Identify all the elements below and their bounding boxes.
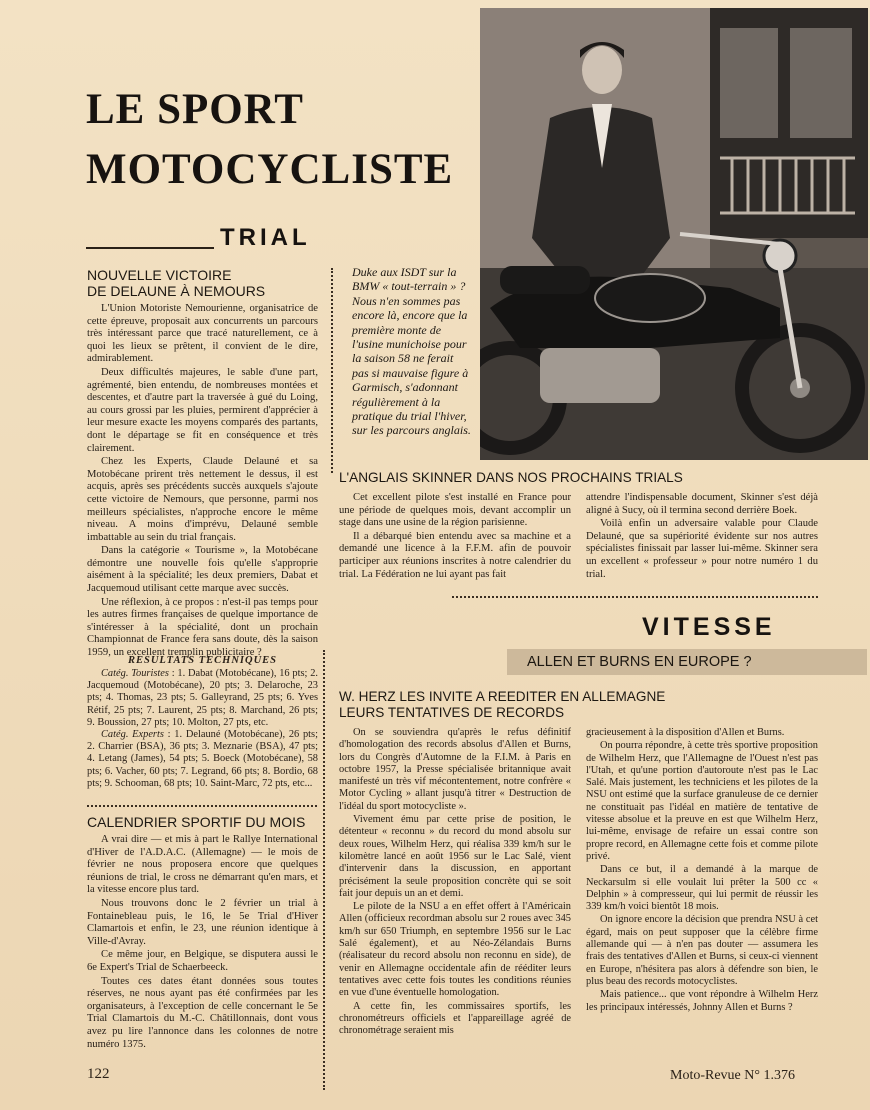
- skinner-paragraph: Voilà enfin un adversaire valable pour Claude Delauné, que sa supériorité évidente sur nos autres spécialistes finissait par lasser lui-même. Skinner sera un excellent « professeur » pour notre numéro 1 du trial.: [586, 518, 818, 580]
- skinner-paragraph: Cet excellent pilote s'est installé en France pour une période de quelques mois, devant accomplir un stage dans une usine de la région parisienne.: [339, 492, 571, 529]
- results-experts-text: : 1. Delauné (Motobécane), 26 pts; 2. Charrier (BSA), 36 pts; 3. Meznarie (BSA), 47 pts; 4. Letang (James), 54 pts; 5. Boeck (Motobécane), 58 pts; 6. Vacher, 60 pts; 7. Legrand, 66 pts; 8. Bordio, 68 pts; 9. Schooman, 68 pts; 10. Saint-Marc, 72 pts, etc...: [87, 729, 318, 789]
- herz-subhead-line1: W. HERZ LES INVITE A REEDITER EN ALLEMAGNE: [339, 689, 666, 704]
- page-title-line1: LE SPORT: [86, 86, 304, 133]
- results-heading: RESULTATS TECHNIQUES: [127, 655, 278, 666]
- herz-paragraph: gracieusement à la disposition d'Allen et Burns.: [586, 727, 785, 738]
- calendar-body: [87, 834, 318, 1052]
- vitesse-banner-text: ALLEN ET BURNS EN EUROPE ?: [527, 654, 752, 670]
- herz-paragraph: Le pilote de la NSU a en effet offert à l'Américain Allen (officieux recordman absolu sur 2 roues avec 345 km/h sur 650 Triumph, en septembre 1956 sur le Lac Salé également), et au Néo-Zélandais Burns (réalisateur du record absolu non reconnu en side), de venir en Allemagne occidentale afin de rééditer leurs tentatives avec cette fois toutes les conditions réunies en vue d'une éventuelle homologation.: [339, 901, 571, 999]
- herz-paragraph: On se souviendra qu'après le refus définitif d'homologation des records absolus d'Allen et Burns, lors du Congrès d'Automne de la F.I.M. à Paris en octobre 1957, la Presse spécialisée britannique avait manifesté un très vif mécontentement, notre confrère « Motor Cycling » allant jusqu'à titrer « Destruction de l'idéal du sport motocycliste ».: [339, 727, 571, 812]
- delaune-heading-line1: NOUVELLE VICTOIRE: [87, 267, 232, 283]
- skinner-col2: [586, 492, 818, 582]
- page-title-line2: MOTOCYCLISTE: [86, 146, 454, 193]
- delaune-paragraph: Une réflexion, à ce propos : n'est-il pas temps pour les autres firmes françaises de quelque importance de s'intéresser à la spécialité, dont un prochain Championnat de France fera sans doute, dès la saison 1959, un excellent tremplin publicitaire ?: [87, 596, 318, 659]
- rider-photo: [480, 8, 868, 460]
- results-tourisme-text: : 1. Dabat (Motobécane), 16 pts; 2. Jacquemoud (Motobécane), 20 pts; 3. Delaroche, 23 pts; 4. Thomas, 23 pts; 5. Galleyrand, 25 pts; 6. Yves Rétif, 25 pts; 7. Laurent, 25 pts; 8. Marchand, 26 pts; 9. Boussion, 27 pts; 10. Molton, 27 pts, etc.: [87, 668, 318, 728]
- calendar-heading: CALENDRIER SPORTIF DU MOIS: [87, 814, 306, 830]
- isdt-note: Duke aux ISDT sur la BMW « tout-terrain » ? Nous n'en sommes pas encore là, encore que la première monte de l'usine munichoise pour la saison 58 ne ferait pas si mauvaise figure à Garmisch, s'adonnant régulièrement à la pratique du trial l'hiver, sur les parcours anglais.: [352, 265, 471, 438]
- delaune-paragraph: Deux difficultés majeures, le sable d'une part, agrémenté, bien entendu, de nombreuses montées et descentes, et d'autre part la traversée à gué du Loing, au cours grossi par les pluies, permirent d'apprécier à leur mesure exacte les moyens comparés des partants, dont le départage se fit en conséquence et très clairement.: [87, 366, 318, 454]
- calendar-paragraph: A vrai dire — et mis à part le Rallye International d'Hiver de l'A.D.A.C. (Allemagne) — le mois de février ne nous proposera encore que quelques réunions de trial, le cross ne démarrant qu'en mars, et la vitesse encore plus tard.: [87, 834, 318, 896]
- herz-paragraph: On pourra répondre, à cette très sportive proposition de Wilhelm Herz, que l'Allemagne de l'Ouest n'est pas l'Utah, et qu'une portion d'autoroute n'est pas le Lac Salé. Mais justement, les techniciens et les pilotes de la NSU ont estimé que la surface granuleuse de ce dernier ne constituait pas l'idéal en matière de tentative de vitesse absolue et la preuve en est que Wilhelm Herz, lui-même, envisage de refaire un essai contre son propre record, en Allemagne cette fois et comme pilote privé.: [586, 740, 818, 862]
- delaune-heading-line2: DE DELAUNE À NEMOURS: [87, 283, 266, 299]
- skinner-paragraph: attendre l'indispensable document, Skinner s'est déjà aligné à Sucy, où il termina second derrière Boek.: [586, 492, 818, 516]
- vitesse-banner: [507, 649, 867, 675]
- delaune-paragraph: Chez les Experts, Claude Delauné et sa Motobécane prirent très nettement le dessus, il est acquis, après ses précédents succès auxquels s'ajoute cette victoire de Nemours, que personne, parmi nos meilleurs spécialistes, n'approche encore le même niveau. A moins d'imprévu, Delauné semble imbattable au sein du trial français.: [87, 456, 318, 543]
- skinner-col1: [339, 492, 571, 582]
- section-trial: TRIAL: [220, 224, 311, 251]
- calendar-paragraph: Ce même jour, en Belgique, se disputera aussi le 6e Expert's Trial de Schaerbeeck.: [87, 949, 318, 973]
- herz-paragraph: Dans ce but, il a demandé à la marque de Neckarsulm si elle voulait lui prêter la 500 cc « Delphin » à compresseur, qui lui permit de réussir les 339 km/h voici bientôt 18 mois.: [586, 864, 818, 913]
- delaune-body: [87, 303, 318, 661]
- herz-paragraph: Vivement ému par cette prise de position, le détenteur « reconnu » du record du mond absolu sur deux roues, Wilhelm Herz, qui réalisa 339 km/h sur le kilomètre lancé en août 1956 sur le Lac Salé, vient d'intervenir dans la discussion, en apportant précisément la seule proposition concrète qui se soit fait jour depuis un an et demi.: [339, 814, 571, 899]
- skinner-paragraph: Il a débarqué bien entendu avec sa machine et a demandé une licence à la F.F.M. afin de pouvoir participer aux réunions inscrites à notre calendrier du trial. La Fédération ne lui ayant pas fait: [339, 530, 571, 580]
- calendar-paragraph: Toutes ces dates étant données sous toutes réserves, ne nous ayant pas été confirmées par les organisateurs, à l'exception de celle concernant le 5e Trial Clamartois du M.-C. Châtillonnais, dont vous avez pu lire l'annonce dans les colonnes de notre numéro 1375.: [87, 975, 318, 1050]
- results-body: [87, 668, 318, 790]
- delaune-paragraph: Dans la catégorie « Tourisme », la Motobécane démontre une nouvelle fois qu'elle s'approprie aisément à la spécialité; les deux premiers, Dabat et Jacquemoud utilisant cette marque avec succès.: [87, 545, 318, 595]
- skinner-heading: L'ANGLAIS SKINNER DANS NOS PROCHAINS TRIALS: [339, 470, 683, 485]
- column-divider: [331, 268, 333, 473]
- magazine-issue: Moto-Revue N° 1.376: [670, 1068, 795, 1083]
- herz-paragraph: Mais patience... que vont répondre à Wilhelm Herz les principaux intéressés, Johnny Allen et Burns ?: [586, 989, 818, 1013]
- herz-paragraph: A cette fin, les commissaires sportifs, les chronométreurs officiels et l'appareillage agréé de chronométrage seraient mis: [339, 1000, 571, 1037]
- results-experts: [87, 729, 318, 790]
- results-tourisme: [87, 668, 318, 729]
- herz-paragraph: On ignore encore la décision que prendra NSU à cet égard, mais on peut supposer que la célèbre firme allemande qui — à n'en pas douter — assumera les frais des tentatives d'Allen et Burns, si ceux-ci viennent en Europe, n'hésitera pas alors à défendre son bien, le plus beau des records motocyclistes.: [586, 914, 818, 987]
- column-divider: [323, 650, 325, 1090]
- vitesse-divider: [452, 596, 818, 598]
- trial-rule: [86, 247, 214, 249]
- results-experts-label: Catég. Experts: [101, 729, 164, 741]
- page-number: 122: [87, 1066, 110, 1082]
- herz-col2: [586, 727, 818, 1015]
- rider-motorcycle-image: [480, 8, 868, 460]
- section-vitesse: VITESSE: [642, 613, 776, 641]
- calendar-divider: [87, 805, 317, 807]
- calendar-paragraph: Nous trouvons donc le 2 février un trial à Fontainebleau puis, le 16, le 5e Trial d'Hiver Clamartois et enfin, le 23, une réunion identique à Ville-d'Avray.: [87, 897, 318, 947]
- herz-subhead-line2: LEURS TENTATIVES DE RECORDS: [339, 705, 565, 720]
- results-tourisme-label: Catég. Touristes: [101, 668, 169, 679]
- delaune-paragraph: L'Union Motoriste Nemourienne, organisatrice de cette épreuve, proposait aux concurrents un parcours très intéressant parce que tracé naturellement, ce à quoi les lieux se prêtent, il convient de le dire, admirablement.: [87, 303, 318, 365]
- herz-col1: [339, 727, 571, 1038]
